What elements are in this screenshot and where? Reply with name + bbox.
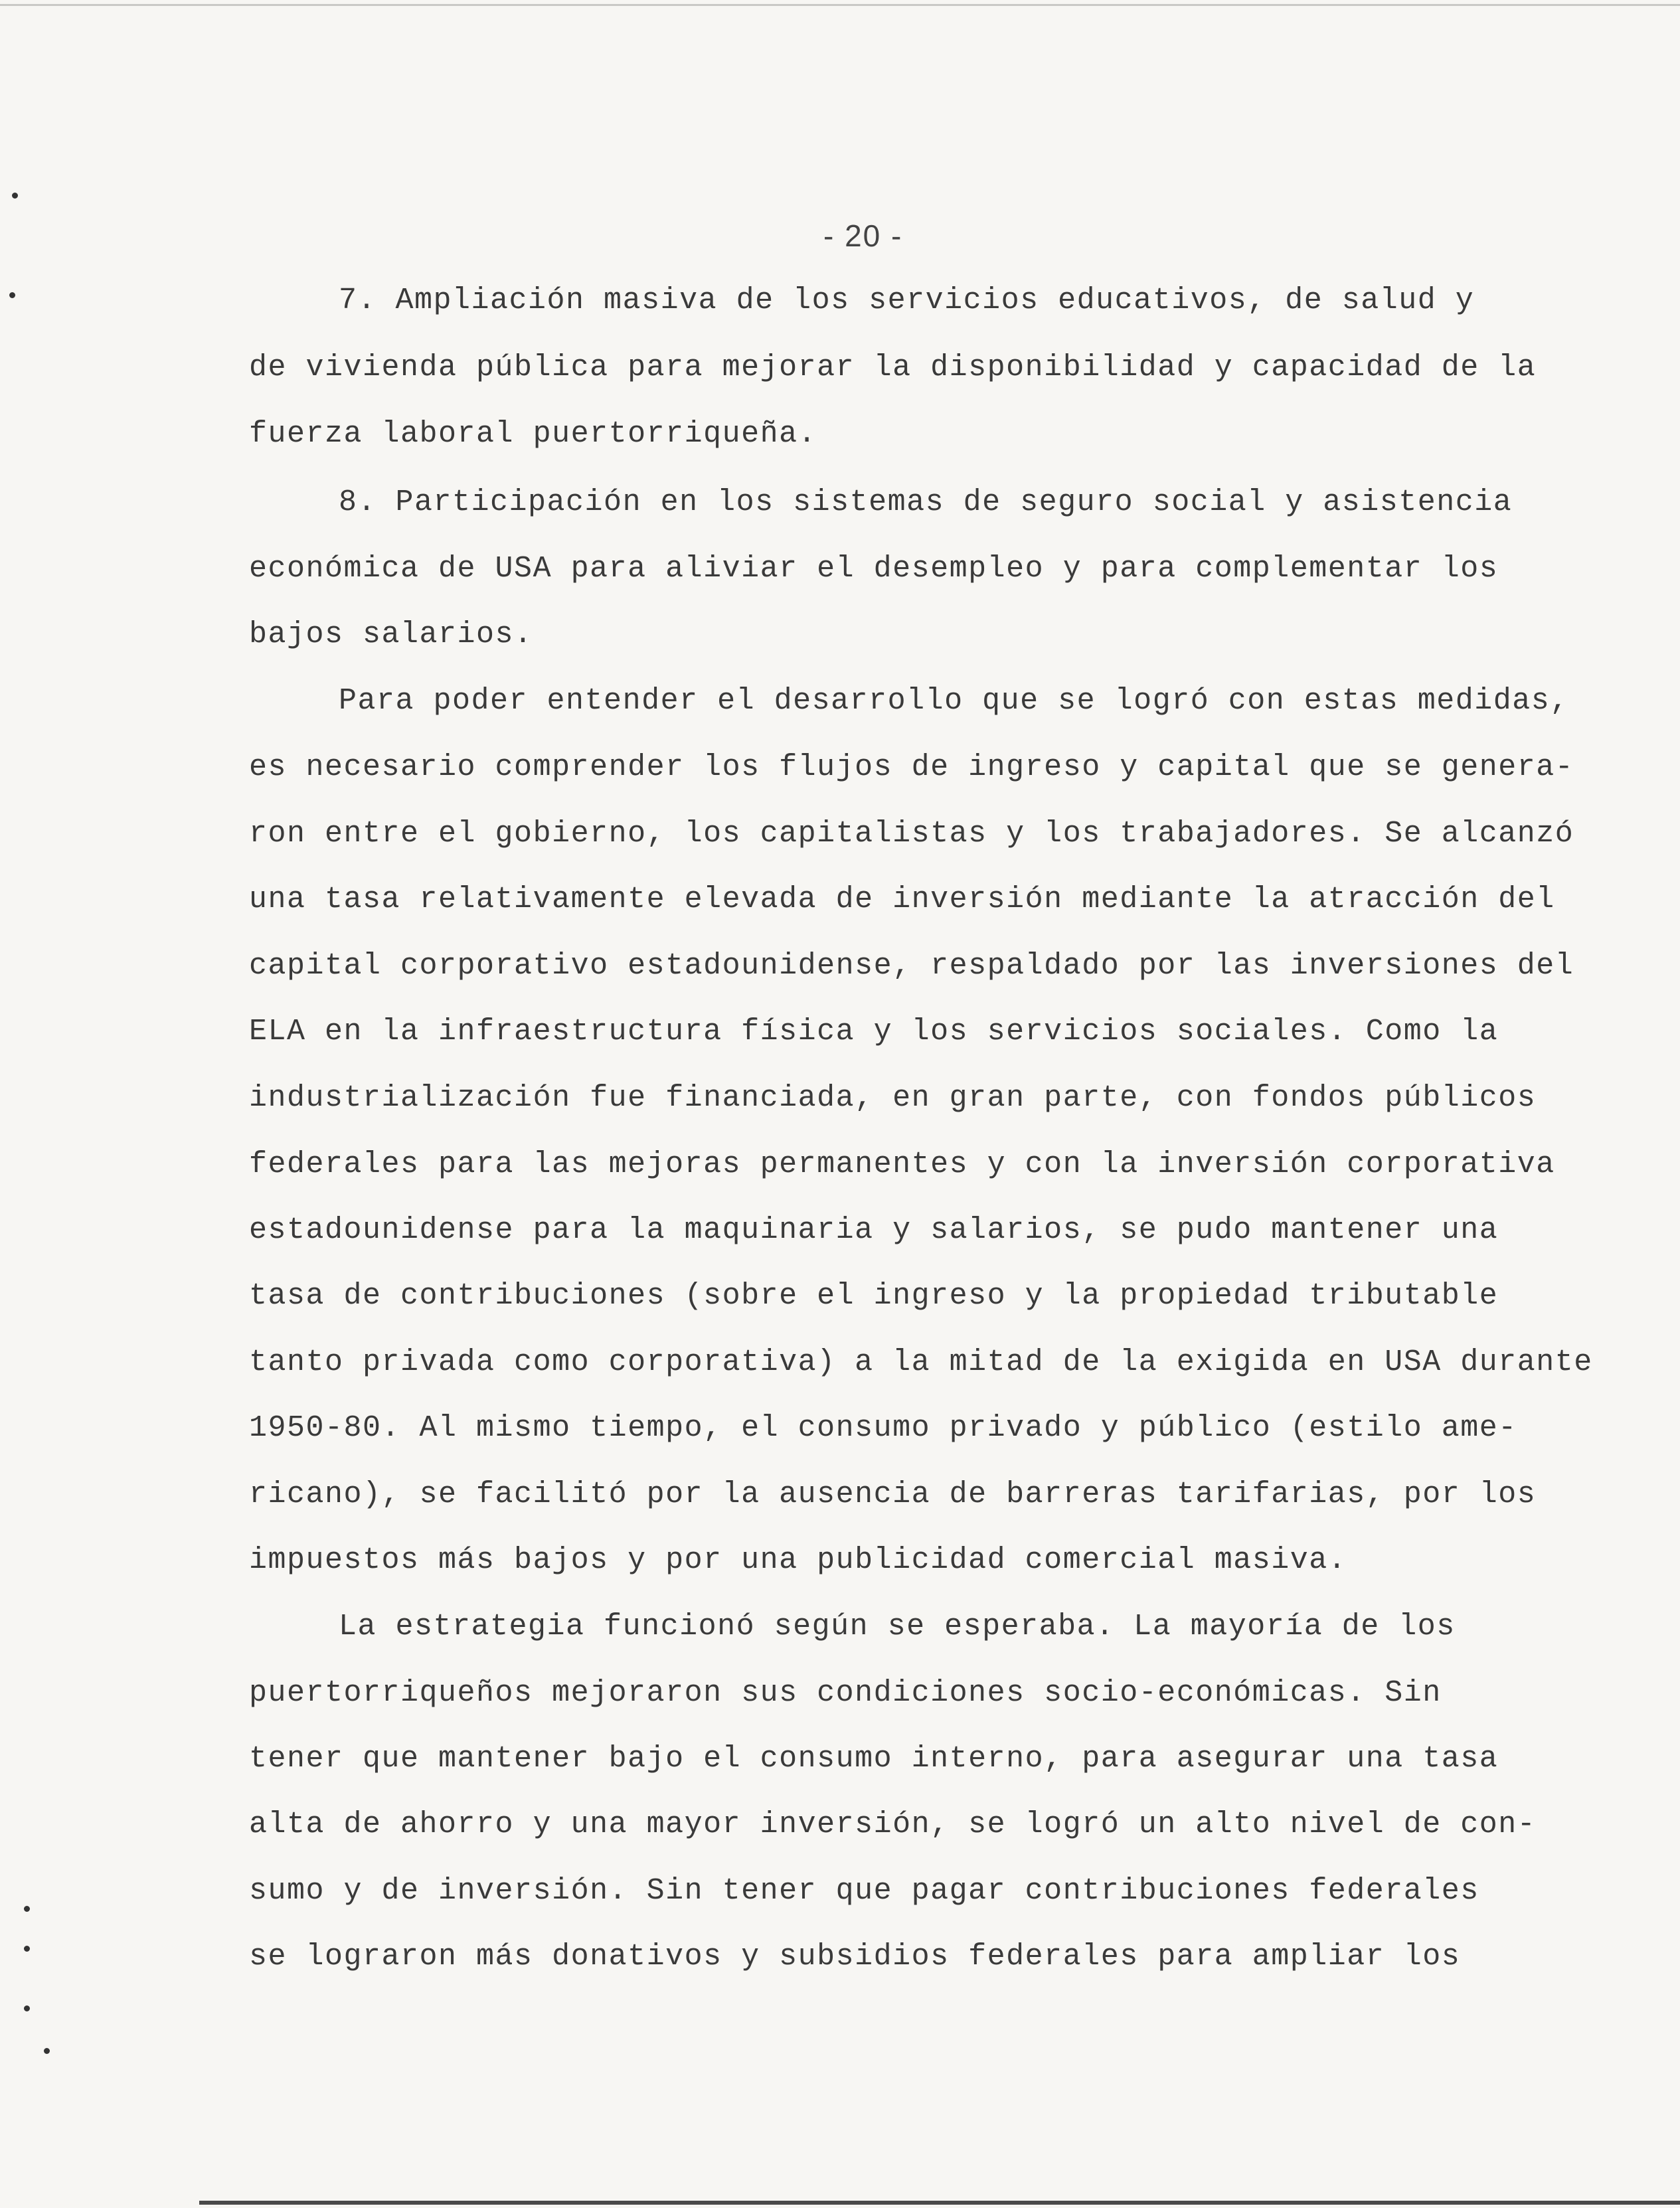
text-line: alta de ahorro y una mayor inversión, se logró un alto nivel de con- (249, 1808, 1537, 1841)
scan-speck (9, 292, 15, 298)
text-line: tasa de contribuciones (sobre el ingreso y la propiedad tributable (249, 1279, 1499, 1313)
text-line: ELA en la infraestructura física y los servicios sociales. Como la (249, 1015, 1499, 1049)
text-line: La estrategia funcionó según se esperaba. La mayoría de los (339, 1610, 1456, 1644)
text-line: sumo y de inversión. Sin tener que pagar contribuciones federales (249, 1874, 1479, 1908)
text-line: 8. Participación en los sistemas de seguro social y asistencia (339, 485, 1513, 519)
scan-speck (24, 1946, 30, 1952)
text-line: puertorriqueños mejoraron sus condiciones socio-económicas. Sin (249, 1676, 1442, 1710)
scan-speck (44, 2048, 50, 2054)
scan-speck (12, 193, 18, 199)
text-line: capital corporativo estadounidense, respaldado por las inversiones del (249, 949, 1574, 983)
text-line: de vivienda pública para mejorar la disponibilidad y capacidad de la (249, 351, 1537, 384)
text-line: federales para las mejoras permanentes y con la inversión corporativa (249, 1147, 1555, 1181)
top-edge-rule (0, 4, 1680, 6)
text-line: 7. Ampliación masiva de los servicios educativos, de salud y (339, 284, 1475, 317)
text-line: industrialización fue financiada, en gran parte, con fondos públicos (249, 1081, 1537, 1115)
scan-speck (24, 2005, 30, 2011)
scan-speck (24, 1906, 30, 1912)
page-number: - 20 - (823, 218, 903, 253)
text-line: impuestos más bajos y por una publicidad comercial masiva. (249, 1543, 1347, 1577)
text-line: se lograron más donativos y subsidios federales para ampliar los (249, 1940, 1461, 1974)
text-line: es necesario comprender los flujos de ingreso y capital que se genera- (249, 750, 1574, 784)
text-line: estadounidense para la maquinaria y salarios, se pudo mantener una (249, 1213, 1499, 1247)
text-line: una tasa relativamente elevada de inversión mediante la atracción del (249, 883, 1555, 916)
text-line: 1950-80. Al mismo tiempo, el consumo privado y público (estilo ame- (249, 1411, 1517, 1445)
text-line: ron entre el gobierno, los capitalistas y los trabajadores. Se alcanzó (249, 817, 1574, 851)
text-line: económica de USA para aliviar el desempleo y para complementar los (249, 552, 1499, 586)
text-line: bajos salarios. (249, 618, 533, 651)
bottom-edge-rule (199, 2201, 1680, 2205)
text-line: ricano), se facilitó por la ausencia de barreras tarifarias, por los (249, 1478, 1537, 1511)
text-line: tener que mantener bajo el consumo interno, para asegurar una tasa (249, 1742, 1499, 1776)
text-line: tanto privada como corporativa) a la mitad de la exigida en USA durante (249, 1345, 1593, 1379)
text-line: Para poder entender el desarrollo que se logró con estas medidas, (339, 684, 1569, 718)
text-line: fuerza laboral puertorriqueña. (249, 417, 817, 451)
